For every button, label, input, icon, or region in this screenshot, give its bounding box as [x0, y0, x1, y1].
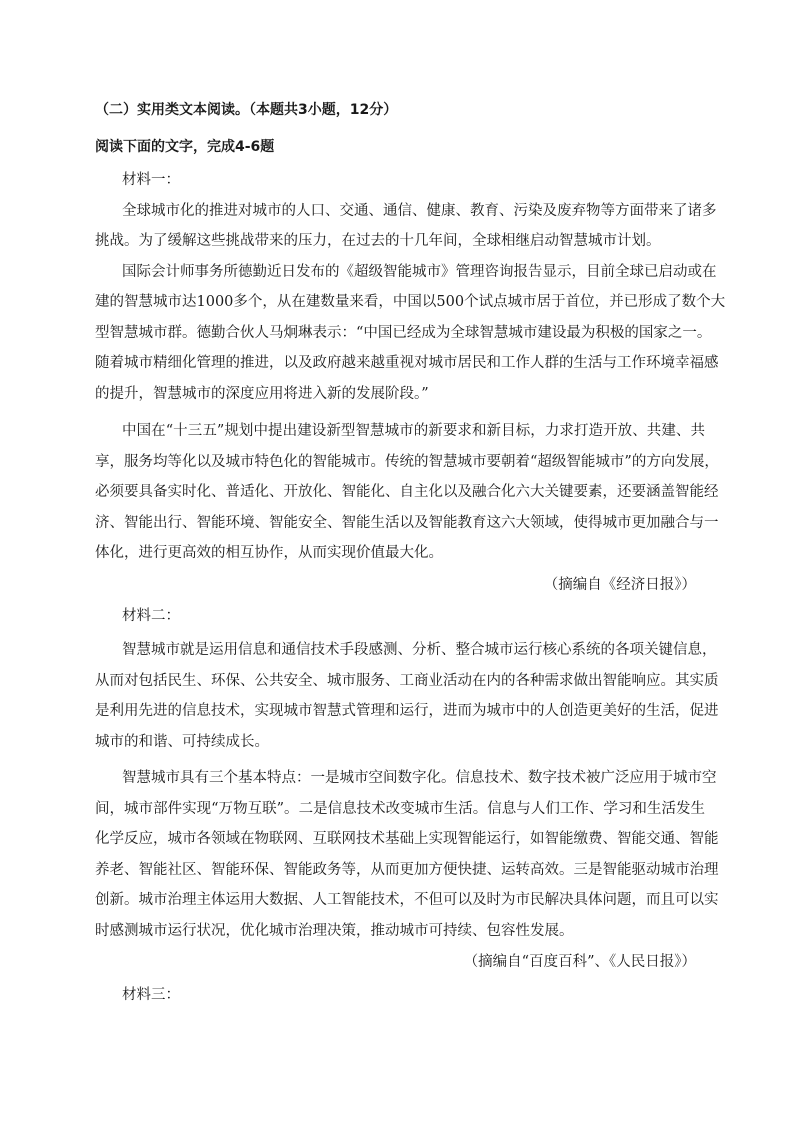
paragraph-line: 间，城市部件实现“万物互联”。二是信息技术改变城市生活。信息与人们工作、学习和生活发生: [95, 801, 705, 817]
instruction: 阅读下面的文字，完成4-6题: [95, 139, 275, 155]
paragraph-line: 随着城市精细化管理的推进，以及政府越来越重视对城市居民和工作人群的生活与工作环境幸福感: [95, 355, 719, 371]
paragraph-line: 智慧城市就是运用信息和通信技术手段感测、分析、整合城市运行核心系统的各项关键信息，: [122, 642, 717, 658]
paragraph-line: 建的智慧城市达1000多个，从在建数量来看，中国以500个试点城市居于首位，并已形成了数个大: [95, 294, 726, 310]
paragraph-line: 享，服务均等化以及城市特色化的智能城市。传统的智慧城市要朝着“超级智能城市”的方向发展，: [95, 454, 719, 470]
material3-label: 材料三：: [122, 987, 180, 1003]
material2-label: 材料二：: [122, 608, 180, 624]
section-title: （二）实用类文本阅读。（本题共3小题，12分）: [95, 102, 398, 118]
paragraph-line: 挑战。为了缓解这些挑战带来的压力，在过去的十几年间，全球相继启动智慧城市计划。: [95, 233, 661, 249]
paragraph-line: 中国在“十三五”规划中提出建设新型智慧城市的新要求和新目标，力求打造开放、共建、共: [122, 423, 705, 439]
paragraph-line: 养老、智能社区、智能环保、智能政务等，从而更加方便快捷、运转高效。三是智能驱动城市治理: [95, 862, 719, 878]
material1-label: 材料一：: [122, 172, 180, 188]
paragraph-line: 化学反应，城市各领域在物联网、互联网技术基础上实现智能运行，如智能缴费、智能交通、智能: [95, 831, 719, 847]
paragraph-line: 城市的和谐、可持续成长。: [95, 734, 269, 750]
paragraph-line: 是利用先进的信息技术，实现城市智慧式管理和运行，进而为城市中的人创造更美好的生活，促进: [95, 703, 719, 719]
paragraph-line: 创新。城市治理主体运用大数据、人工智能技术，不但可以及时为市民解决具体问题，而且可以实: [95, 892, 719, 908]
paragraph-line: 体化，进行更高效的相互协作，从而实现价值最大化。: [95, 545, 443, 561]
paragraph-line: 必须要具备实时化、普适化、开放化、智能化、自主化以及融合化六大关键要素，还要涵盖智能经: [95, 484, 719, 500]
source-citation: （摘编自《经济日报》）: [543, 577, 696, 593]
paragraph-line: 国际会计师事务所德勤近日发布的《超级智能城市》管理咨询报告显示，目前全球已启动或在: [122, 264, 717, 280]
paragraph-line: 的提升，智慧城市的深度应用将进入新的发展阶段。”: [95, 386, 429, 402]
source-citation: （摘编自“百度百科”、《人民日报》）: [463, 954, 696, 970]
paragraph-line: 从而对包括民生、环保、公共安全、城市服务、工商业活动在内的各种需求做出智能响应。其实质: [95, 673, 719, 689]
paragraph-line: 智慧城市具有三个基本特点：一是城市空间数字化。信息技术、数字技术被广泛应用于城市空: [122, 770, 717, 786]
paragraph-line: 时感测城市运行状况，优化城市治理决策，推动城市可持续、包容性发展。: [95, 923, 574, 939]
paragraph-line: 全球城市化的推进对城市的人口、交通、通信、健康、教育、污染及废弃物等方面带来了诸多: [122, 203, 717, 219]
paragraph-line: 济、智能出行、智能环境、智能安全、智能生活以及智能教育这六大领域，使得城市更加融合与一: [95, 515, 719, 531]
paragraph-line: 型智慧城市群。德勤合伙人马炯琳表示：“中国已经成为全球智慧城市建设最为积极的国家之一。: [95, 325, 712, 341]
